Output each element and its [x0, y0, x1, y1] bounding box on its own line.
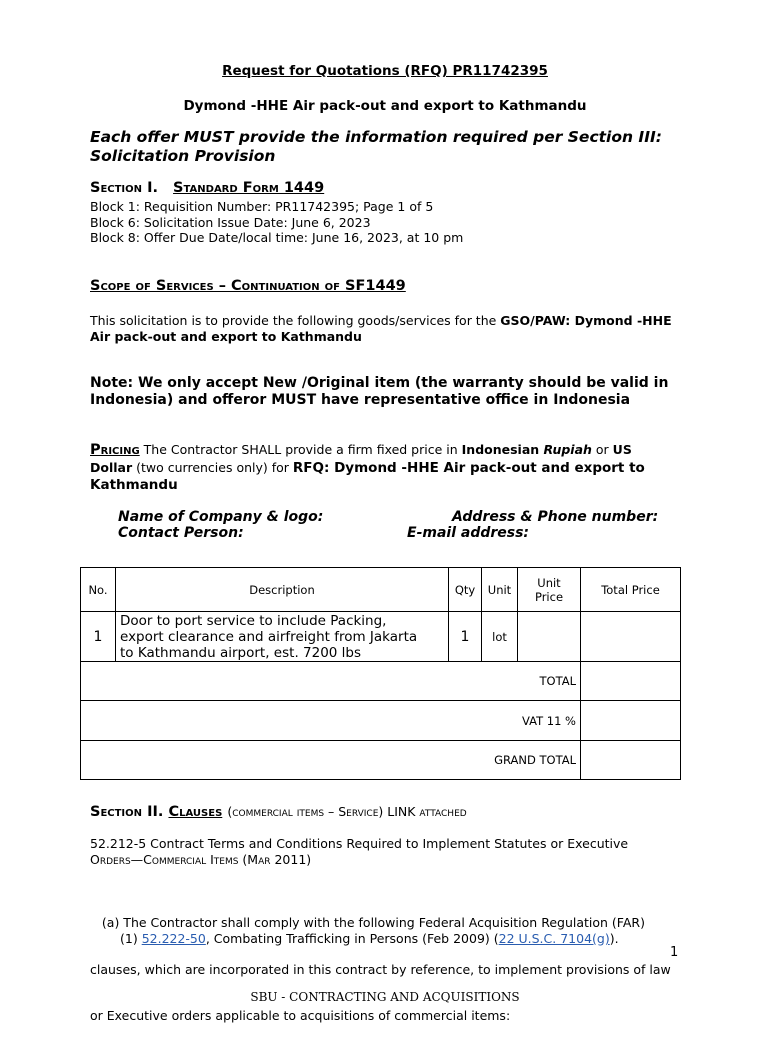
pricing-text-a: The Contractor SHALL provide a firm fixed price in — [139, 442, 462, 457]
pricing-us: US — [612, 442, 632, 457]
address-phone-label: Address & Phone number: — [452, 509, 659, 525]
document-subtitle: Dymond -HHE Air pack-out and export to Kathmandu — [183, 98, 587, 114]
company-name-label: Name of Company & logo: — [118, 509, 324, 525]
block-8-line: Block 8: Offer Due Date/local time: June 16, 2023, at 10 pm — [90, 230, 464, 245]
note-block — [90, 375, 668, 409]
header-description: Description — [116, 568, 449, 612]
header-qty: Qty — [449, 568, 482, 612]
header-unit: Unit — [482, 568, 518, 612]
item-1-text: , Combating Trafficking in Persons (Feb 2009) ( — [205, 931, 499, 946]
clause-paragraph-a — [90, 884, 671, 1039]
header-total-price: Total Price — [581, 568, 681, 612]
item-1-prefix: (1) — [120, 931, 142, 946]
table-header-row — [81, 568, 681, 612]
pricing-indonesian: Indonesian — [461, 442, 544, 457]
section-2-heading — [90, 801, 467, 820]
row-unit-price — [518, 612, 581, 662]
section-2-clauses: Clauses — [168, 804, 223, 820]
page-number: 1 — [670, 945, 679, 960]
document-title: Request for Quotations (RFQ) PR11742395 — [222, 63, 548, 79]
row-description-line1: Door to port service to include Packing, — [120, 613, 387, 629]
scope-text — [90, 313, 672, 344]
clause-52-212-5 — [90, 836, 628, 867]
note-line-1: Note: We only accept New /Original item (the warranty should be valid in — [90, 375, 669, 391]
table-row — [81, 612, 681, 662]
block-1-line: Block 1: Requisition Number: PR11742395; Page 1 of 5 — [90, 199, 434, 214]
quotation-table — [80, 567, 681, 780]
section-2-label: Section II. — [90, 804, 164, 820]
clause-line-2: Orders—Commercial Items (Mar 2011) — [90, 851, 312, 867]
vat-row — [81, 701, 681, 741]
pricing-rfq: RFQ: Dymond -HHE Air pack-out and export to — [292, 460, 645, 476]
grand-total-value — [581, 741, 681, 780]
grand-total-row — [81, 741, 681, 780]
row-description — [116, 612, 449, 662]
section-1-heading — [90, 180, 324, 196]
far-52-222-50-link[interactable]: 52.222-50 — [141, 931, 206, 946]
para-line-1: (a) The Contractor shall comply with the following Federal Acquisition Regulation (FAR) — [90, 915, 645, 930]
pricing-rupiah: Rupiah — [543, 442, 592, 457]
offer-requirement-notice — [90, 128, 662, 166]
section-1-blocks — [90, 199, 463, 246]
section-1-label: Section I. — [90, 180, 158, 196]
total-label: TOTAL — [81, 662, 581, 701]
clause-line-1: 52.212-5 Contract Terms and Conditions Required to Implement Statutes or Executive — [90, 836, 629, 851]
row-description-line2: export clearance and airfreight from Jakarta — [120, 629, 418, 645]
note-line-2: Indonesia) and offeror MUST have representative office in Indonesia — [90, 392, 631, 408]
section-2-note: (commercial items – Service) LINK attached — [227, 804, 467, 819]
header-no: No. — [81, 568, 116, 612]
row-qty: 1 — [449, 612, 482, 662]
notice-line-1: Each offer MUST provide the information required per Section III: — [90, 128, 662, 146]
section-1-title: Standard Form 1449 — [173, 180, 325, 196]
para-line-2: clauses, which are incorporated in this contract by reference, to implement provisions of law — [90, 961, 671, 977]
pricing-or: or — [591, 442, 613, 457]
pricing-block — [90, 441, 645, 494]
pricing-heading: Pricing — [90, 442, 140, 458]
pricing-kathmandu: Kathmandu — [90, 477, 178, 493]
vat-label: VAT 11 % — [81, 701, 581, 741]
pricing-two-currencies: (two currencies only) for — [132, 460, 293, 475]
scope-intro: This solicitation is to provide the following goods/services for the — [90, 313, 501, 328]
usc-7104-link[interactable]: 22 U.S.C. 7104(g) — [498, 931, 610, 946]
scope-heading: Scope of Services – Continuation of SF1449 — [90, 278, 406, 294]
email-label: E-mail address: — [407, 525, 530, 541]
total-row — [81, 662, 681, 701]
scope-gso: GSO/PAW: Dymond -HHE — [500, 313, 672, 328]
row-total-price — [581, 612, 681, 662]
clause-item-1 — [120, 931, 619, 947]
pricing-dollar: Dollar — [90, 460, 133, 475]
vat-value — [581, 701, 681, 741]
grand-total-label: GRAND TOTAL — [81, 741, 581, 780]
row-no: 1 — [81, 612, 116, 662]
contact-person-label: Contact Person: — [118, 525, 244, 541]
header-unit-price — [518, 568, 581, 612]
page-footer: SBU - CONTRACTING AND ACQUISITIONS — [250, 990, 520, 1004]
row-unit: lot — [482, 612, 518, 662]
notice-line-2: Solicitation Provision — [90, 147, 276, 165]
scope-service: Air pack-out and export to Kathmandu — [90, 328, 362, 344]
para-line-3: or Executive orders applicable to acquisitions of commercial items: — [90, 1008, 511, 1023]
total-value — [581, 662, 681, 701]
header-unit-price-line1: Unit — [537, 575, 561, 590]
block-6-line: Block 6: Solicitation Issue Date: June 6, 2023 — [90, 214, 371, 230]
header-unit-price-line2: Price — [534, 589, 564, 604]
item-1-end: ). — [609, 931, 619, 946]
row-description-line3: to Kathmandu airport, est. 7200 lbs — [120, 645, 362, 661]
